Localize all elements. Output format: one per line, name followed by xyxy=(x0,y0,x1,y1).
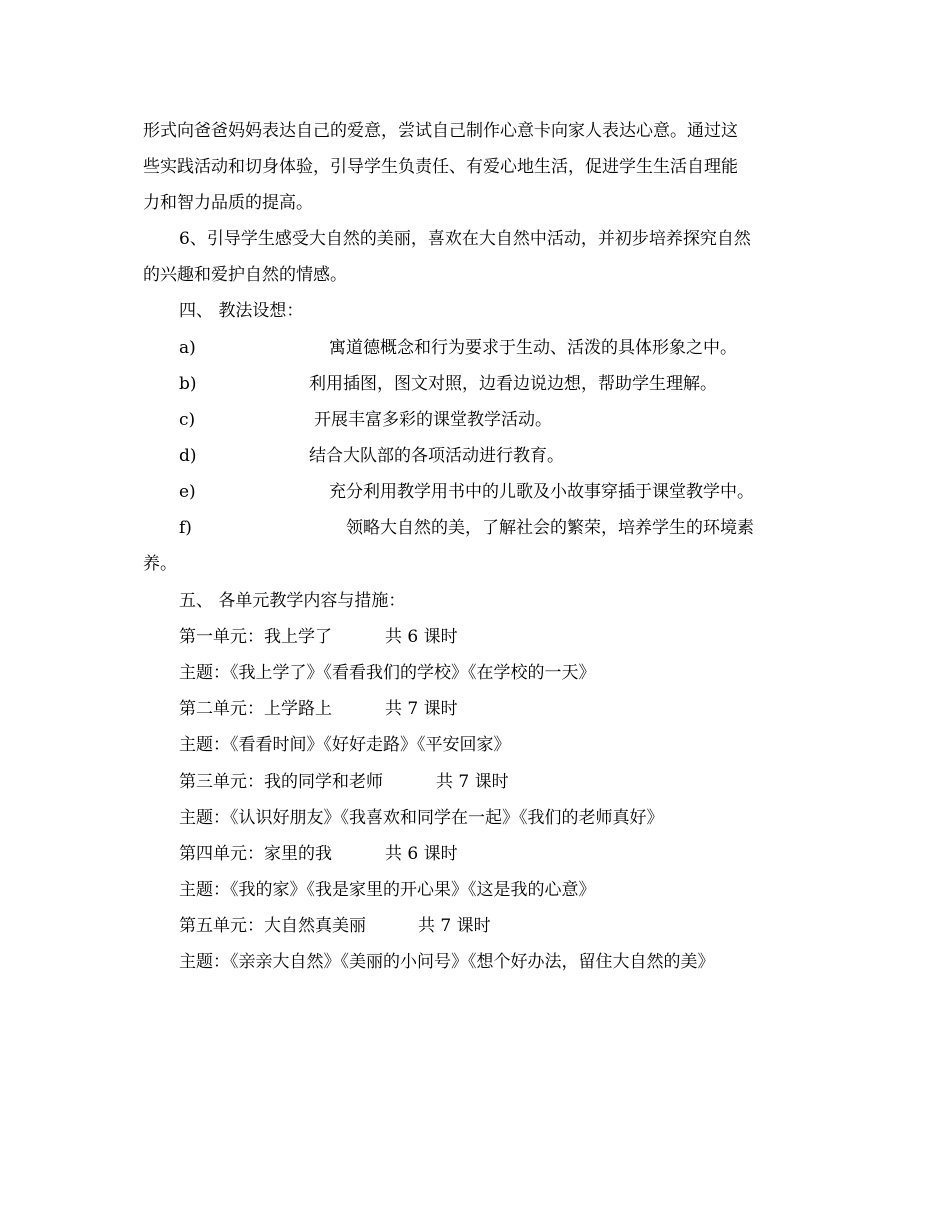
list-item-text: 充分利用教学用书中的儿歌及小故事穿插于课堂教学中。 xyxy=(329,482,754,502)
unit-title: 第四单元：家里的我 xyxy=(179,844,332,864)
paragraph-line: 形式向爸爸妈妈表达自己的爱意，尝试自己制作心意卡向家人表达心意。通过这 xyxy=(143,121,738,141)
section-heading: 四、 教法设想： xyxy=(179,301,304,321)
list-item-marker: f) xyxy=(179,518,192,538)
unit-title: 第二单元：上学路上 xyxy=(179,699,332,719)
unit-topics: 主题：《认识好朋友》《我喜欢和同学在一起》《我们的老师真好》 xyxy=(179,808,664,828)
unit-hours: 共 6 课时 xyxy=(385,627,458,647)
paragraph-line: 力和智力品质的提高。 xyxy=(143,193,313,213)
unit-topics: 主题：《亲亲大自然》《美丽的小问号》《想个好办法，留住大自然的美》 xyxy=(179,952,715,972)
paragraph-line: 6、引导学生感受大自然的美丽，喜欢在大自然中活动，并初步培养探究自然 xyxy=(179,229,751,249)
list-item-continuation: 养。 xyxy=(143,554,177,574)
unit-title: 第五单元：大自然真美丽 xyxy=(179,916,366,936)
unit-hours: 共 6 课时 xyxy=(385,844,458,864)
list-item-marker: d) xyxy=(179,446,197,466)
unit-title: 第一单元：我上学了 xyxy=(179,627,332,647)
list-item-text: 寓道德概念和行为要求于生动、活泼的具体形象之中。 xyxy=(329,338,737,358)
unit-topics: 主题：《我上学了》《看看我们的学校》《在学校的一天》 xyxy=(179,663,596,683)
list-item-marker: c) xyxy=(179,410,196,430)
list-item-text: 结合大队部的各项活动进行教育。 xyxy=(309,446,564,466)
section-heading: 五、 各单元教学内容与措施： xyxy=(179,591,406,611)
list-item-text: 开展丰富多彩的课堂教学活动。 xyxy=(314,410,552,430)
unit-topics: 主题：《我的家》《我是家里的开心果》《这是我的心意》 xyxy=(179,880,596,900)
unit-hours: 共 7 课时 xyxy=(385,699,458,719)
list-item-marker: b) xyxy=(179,374,197,394)
list-item-marker: e) xyxy=(179,482,196,502)
list-item-marker: a) xyxy=(179,338,196,358)
unit-hours: 共 7 课时 xyxy=(418,916,491,936)
paragraph-line: 些实践活动和切身体验，引导学生负责任、有爱心地生活，促进学生生活自理能 xyxy=(143,157,738,177)
paragraph-line: 的兴趣和爱护自然的情感。 xyxy=(143,265,347,285)
list-item-text: 领略大自然的美，了解社会的繁荣，培养学生的环境素 xyxy=(346,518,754,538)
unit-title: 第三单元：我的同学和老师 xyxy=(179,772,383,792)
list-item-text: 利用插图，图文对照，边看边说边想，帮助学生理解。 xyxy=(309,374,717,394)
unit-hours: 共 7 课时 xyxy=(436,772,509,792)
unit-topics: 主题：《看看时间》《好好走路》《平安回家》 xyxy=(179,735,511,755)
